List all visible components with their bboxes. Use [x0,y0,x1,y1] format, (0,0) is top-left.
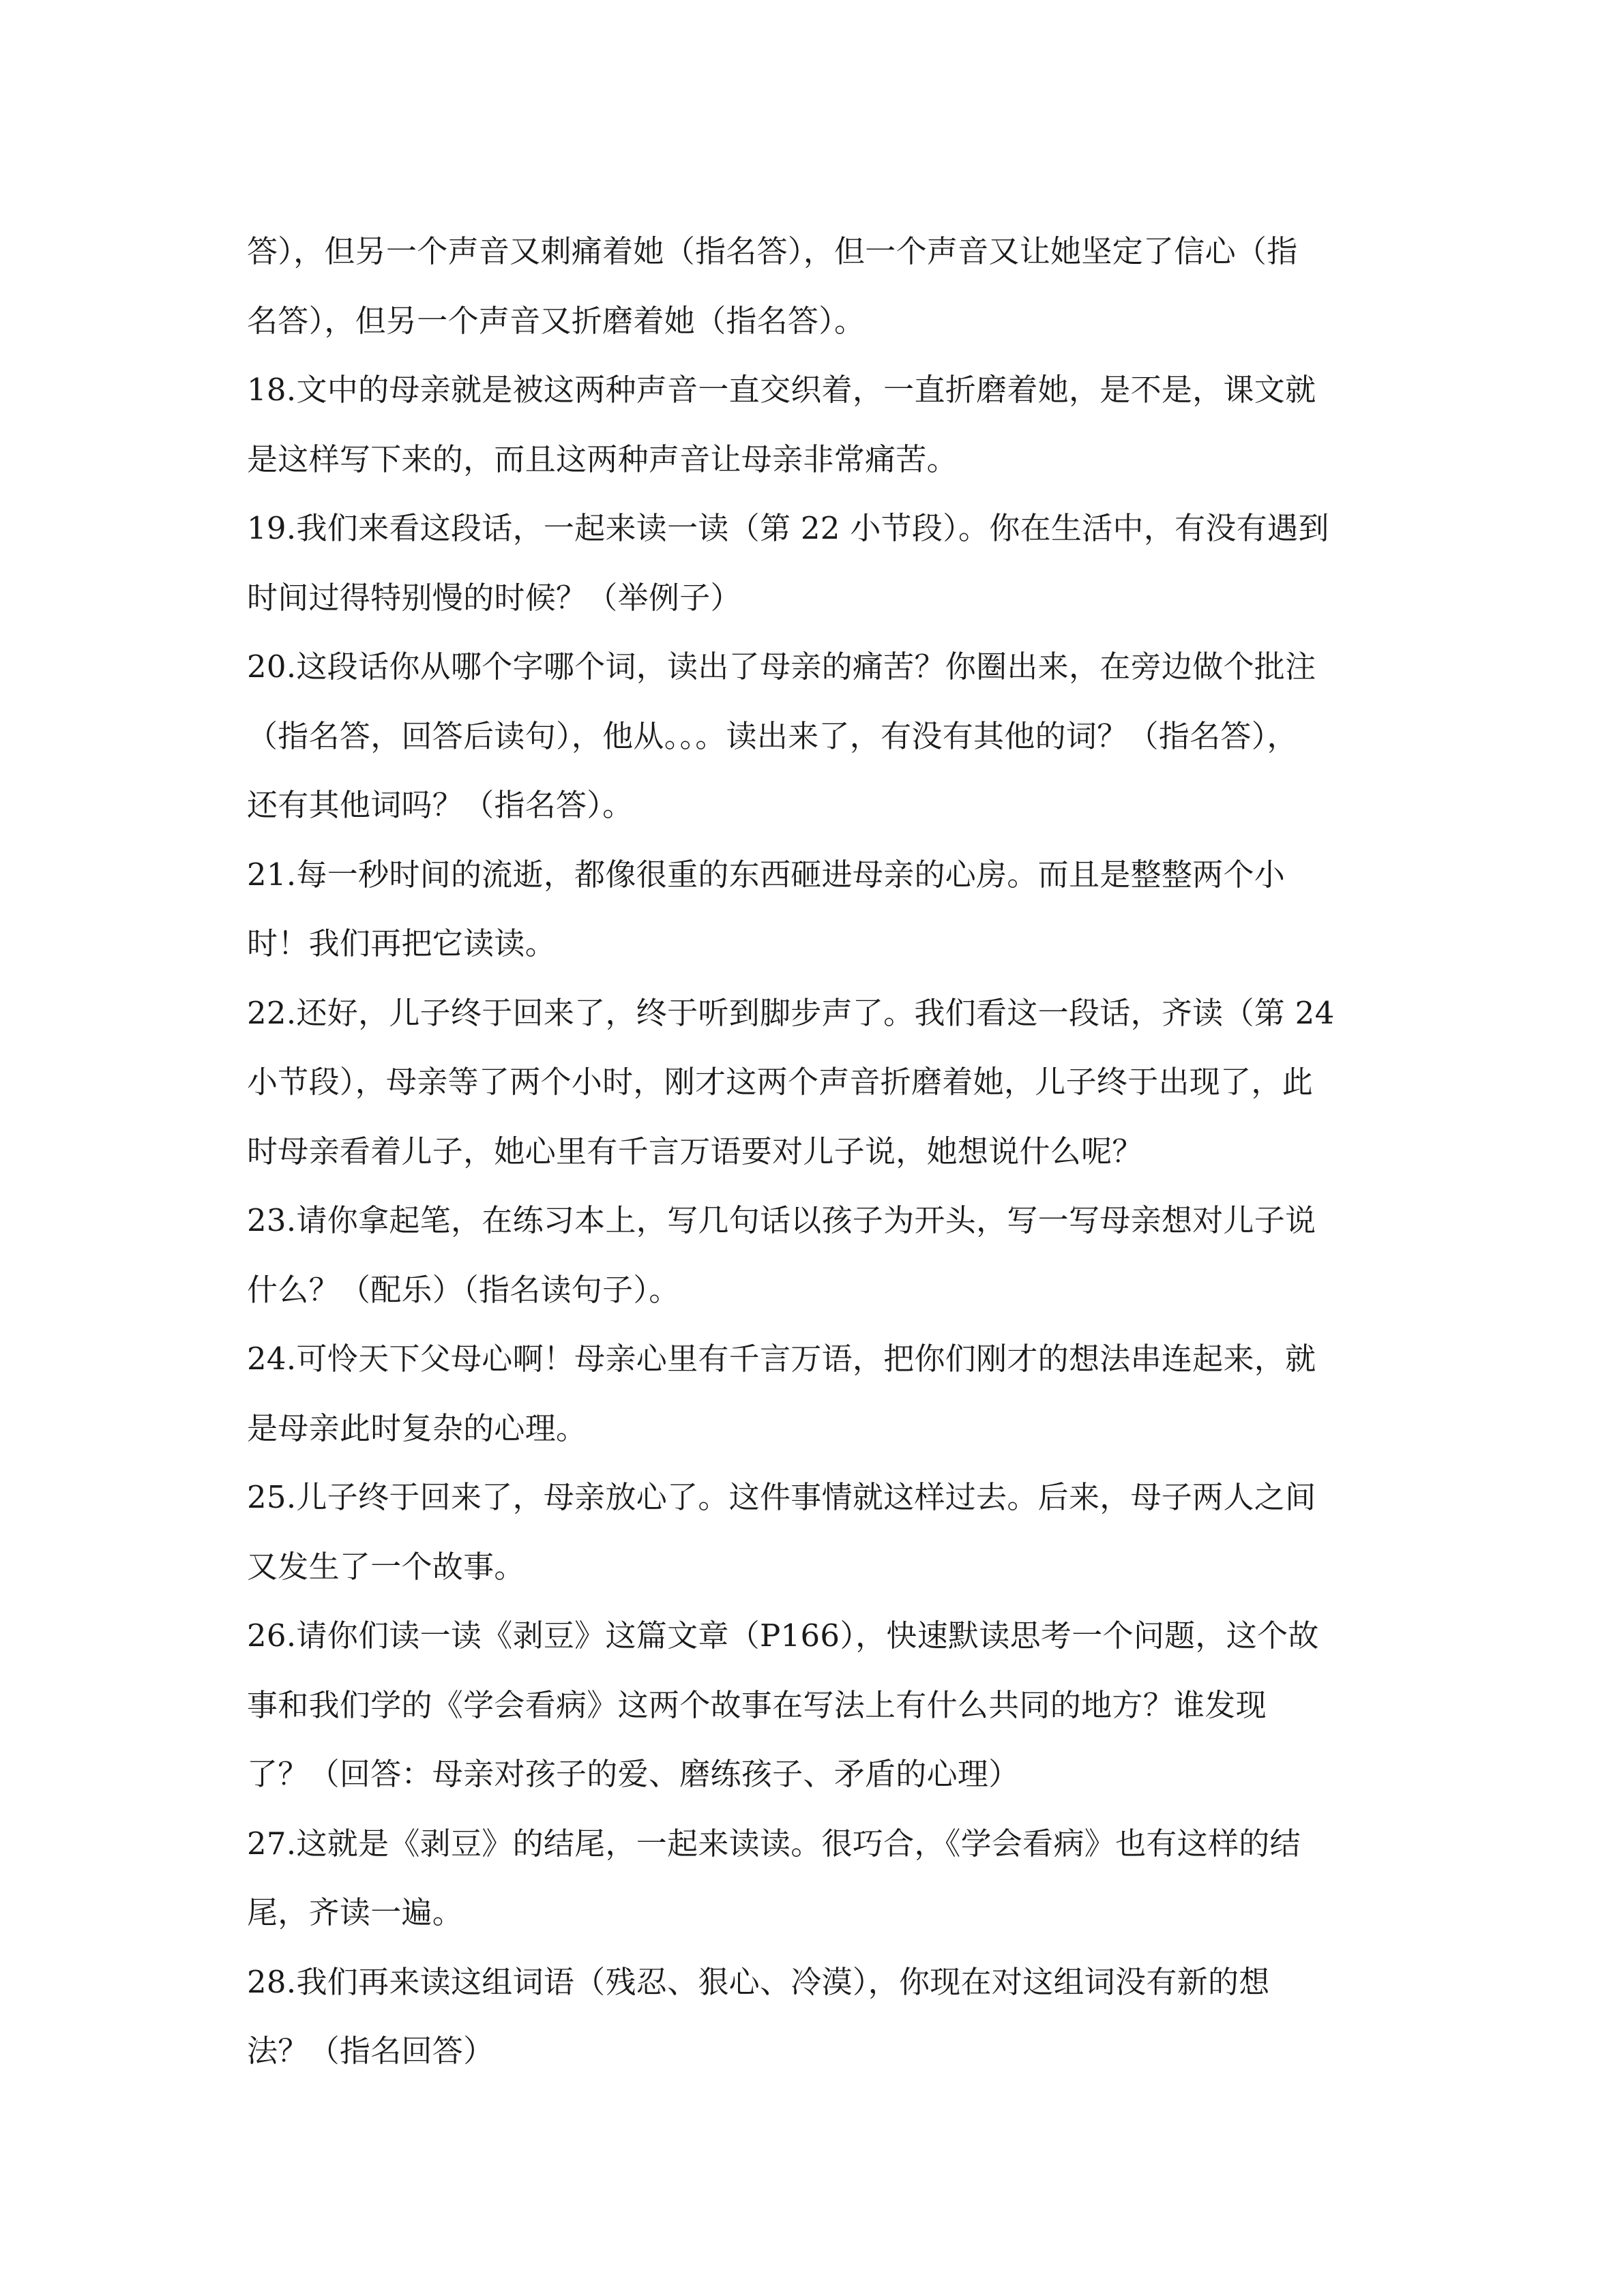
text-line: 22.还好，儿子终于回来了，终于听到脚步声了。我们看这一段话，齐读（第 24 [247,994,1335,1031]
text-line: 时母亲看着儿子，她心里有千言万语要对儿子说，她想说什么呢？ [247,1133,1143,1169]
text-line: 了？（回答：母亲对孩子的爱、磨练孩子、矛盾的心理） [247,1756,1020,1792]
text-line: 时间过得特别慢的时候？（举例子） [247,579,741,616]
text-line: 又发生了一个故事。 [247,1548,525,1585]
text-line: 名答），但另一个声音又折磨着她（指名答）。 [247,302,866,339]
text-line: 事和我们学的《学会看病》这两个故事在写法上有什么共同的地方？谁发现 [247,1686,1267,1723]
text-line: 28.我们再来读这组词语（残忍、狠心、冷漠），你现在对这组词没有新的想 [247,1963,1270,2000]
text-line: 还有其他词吗？（指名答）。 [247,787,634,823]
text-line: （指名答，回答后读句），他从。。。读出来了，有没有其他的词？（指名答）， [247,717,1298,754]
text-line: 24.可怜天下父母心啊！母亲心里有千言万语，把你们刚才的想法串连起来，就 [247,1341,1316,1377]
text-line: 25.儿子终于回来了，母亲放心了。这件事情就这样过去。后来，母子两人之间 [247,1479,1316,1515]
text-line: 尾，齐读一遍。 [247,1894,464,1930]
text-line: 法？（指名回答） [247,2033,494,2069]
text-line: 27.这就是《剥豆》的结尾，一起来读读。很巧合，《学会看病》也有这样的结 [247,1825,1301,1862]
text-line: 20.这段话你从哪个字哪个词，读出了母亲的痛苦？你圈出来，在旁边做个批注 [247,648,1316,685]
text-line: 18.文中的母亲就是被这两种声音一直交织着，一直折磨着她，是不是，课文就 [247,372,1316,408]
text-line: 什么？（配乐）（指名读句子）。 [247,1271,680,1308]
text-line: 26.请你们读一读《剥豆》这篇文章（P166），快速默读思考一个问题，这个故 [247,1617,1319,1654]
text-line: 是母亲此时复杂的心理。 [247,1410,587,1446]
text-line: 小节段），母亲等了两个小时，刚才这两个声音折磨着她，儿子终于出现了，此 [247,1064,1314,1100]
text-line: 19.我们来看这段话，一起来读一读（第 22 小节段）。你在生活中，有没有遇到 [247,510,1329,546]
text-line: 21.每一秒时间的流逝，都像很重的东西砸进母亲的心房。而且是整整两个小 [247,856,1286,893]
text-line: 是这样写下来的，而且这两种声音让母亲非常痛苦。 [247,441,958,477]
lesson-text-body [247,217,1393,2086]
text-line: 时！我们再把它读读。 [247,925,557,961]
text-line: 答），但另一个声音又刺痛着她（指名答），但一个声音又让她坚定了信心（指 [247,233,1298,269]
text-line: 23.请你拿起笔，在练习本上，写几句话以孩子为开头，写一写母亲想对儿子说 [247,1202,1316,1238]
